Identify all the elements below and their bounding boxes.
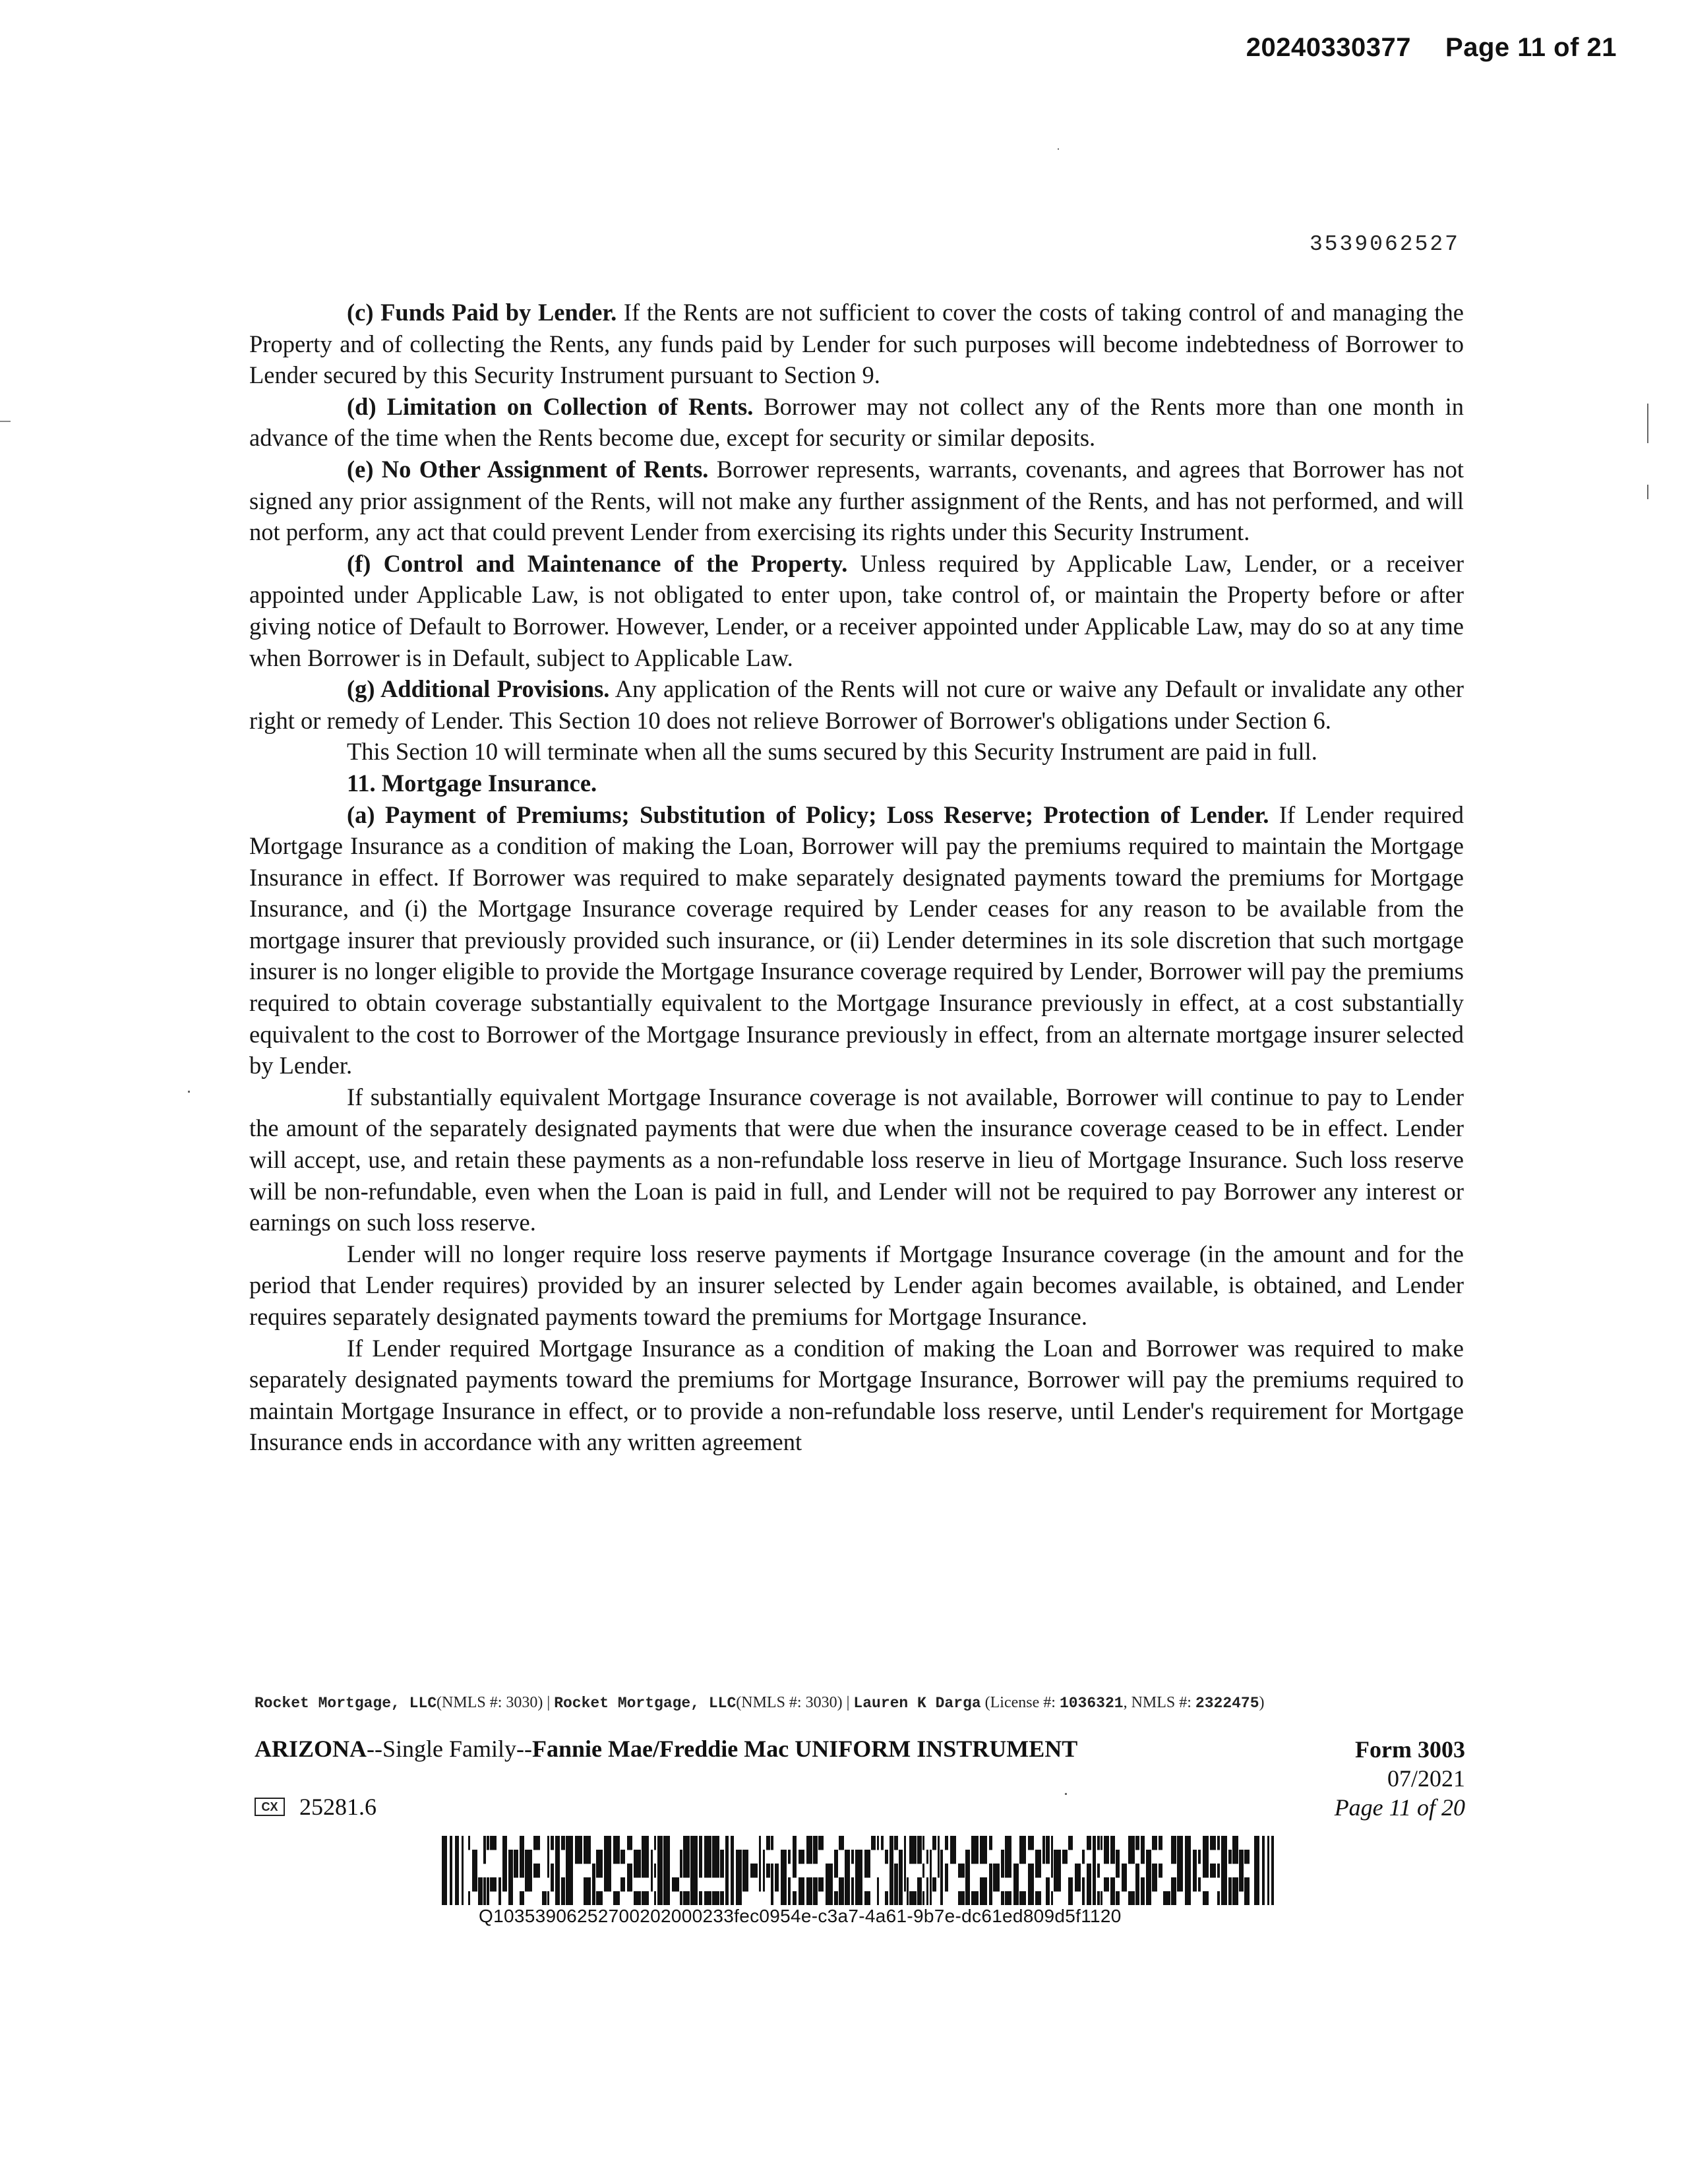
credit-separator: | (543, 1694, 555, 1711)
form-info (1335, 1735, 1465, 1822)
paragraph-text: Unless required by Applicable Law, Lender, or a receiver appointed under Applicable Law, is not obligated to enter upon, take control of, or maintain the Property before or after giving notice of Default to Borrower. However, Lender, or a receiver appointed under Applicable Law, may do so at any time when Borrower is in Default, subject to Applicable Law. (249, 549, 1464, 671)
paragraph-text: If the Rents are not sufficient to cover the costs of taking control of and managing the Property and of collecting the Rents, any funds paid by Lender for such purposes will become indebtedness of Borrower to Lender secured by this Security Instrument pursuant to Section 9. (249, 299, 1464, 389)
recording-page-label: Page 11 of 21 (1445, 33, 1617, 62)
paragraph-text: Borrower represents, warrants, covenants, and agrees that Borrower has not signed any prior assignment of the Rents, will not make any further assignment of the Rents, and has not performed, and will not perform, any act that could prevent Lender from exercising its rights under this Security Instrument. (249, 455, 1464, 546)
paragraph-additional-provisions (249, 673, 1464, 736)
paragraph-control-maintenance (249, 548, 1464, 673)
document-code-number: 25281.6 (299, 1794, 377, 1820)
section-heading: 11. Mortgage Insurance. (347, 769, 597, 797)
loan-originator-name: Lauren K Darga (853, 1695, 981, 1712)
paragraph-premiums-required (249, 1333, 1464, 1458)
loan-number: 3539062527 (1309, 232, 1460, 257)
paragraph-text: Borrower may not collect any of the Rents more than one month in advance of the time when the Rents become due, except for security or similar deposits. (249, 392, 1464, 452)
paragraph-loss-reserve (249, 1238, 1464, 1333)
lender-nmls: (NMLS #: 3030) (437, 1694, 543, 1711)
instrument-title (255, 1735, 1077, 1763)
paragraph-text: Any application of the Rents will not cure or waive any Default or invalidate any other right or remedy of Lender. This Section 10 does not relieve Borrower of Borrower's obligations under Section 6. (249, 675, 1464, 734)
lender-name: Rocket Mortgage, LLC (554, 1695, 737, 1712)
paragraph-funds-paid (249, 297, 1464, 391)
paragraph-lead: (f) Control and Maintenance of the Property. (347, 549, 848, 577)
section-heading-mortgage-insurance (249, 768, 1464, 799)
paragraph-equivalent-coverage (249, 1081, 1464, 1238)
scan-mark (1065, 1793, 1067, 1795)
nmls-label: , NMLS #: (1123, 1694, 1195, 1711)
lender-credits (255, 1693, 1468, 1713)
paragraph-lead: (c) Funds Paid by Lender. (347, 299, 617, 326)
lender-nmls: (NMLS #: 3030) (736, 1694, 843, 1711)
document-code (255, 1793, 377, 1821)
paragraph-lead: (d) Limitation on Collection of Rents. (347, 392, 754, 420)
license-number: 1036321 (1059, 1695, 1124, 1712)
barcode-image (442, 1836, 1274, 1905)
credit-separator: | (842, 1694, 854, 1711)
originator-nmls: 2322475 (1195, 1695, 1259, 1712)
recording-header (1246, 33, 1617, 63)
paragraph-text: Lender will no longer require loss reserve payments if Mortgage Insurance coverage (in the amount and for the period that Lender requires) provided by an insurer selected by Lender again becomes available, is obtained, and Lender requires separately designated payments toward the premiums for Mortgage Insurance. (249, 1240, 1464, 1330)
paragraph-lead: (e) No Other Assignment of Rents. (347, 455, 709, 483)
form-number: Form 3003 (1355, 1736, 1465, 1763)
instrument-name: Fannie Mae/Freddie Mac UNIFORM INSTRUMENT (531, 1736, 1078, 1762)
paragraph-lead: (a) Payment of Premiums; Substitution of Policy; Loss Reserve; Protection of Lender. (347, 801, 1269, 828)
recording-number: 20240330377 (1246, 33, 1412, 62)
scan-mark (0, 421, 11, 422)
paragraph-lead: (g) Additional Provisions. (347, 675, 610, 703)
scan-mark (1647, 485, 1648, 499)
barcode-text: Q10353906252700202000233fec0954e-c3a7-4a61-9b7e-dc61ed809d5f1120 (479, 1906, 1122, 1926)
form-date: 07/2021 (1387, 1765, 1465, 1792)
paragraph-text: If Lender required Mortgage Insurance as a condition of making the Loan and Borrower was required to make separately designated payments toward the premiums for Mortgage Insurance, Borrower will pay the premiums required to maintain Mortgage Insurance in effect, or to provide a non-refundable loss reserve, until Lender's requirement for Mortgage Insurance ends in accordance with any written agreement (249, 1334, 1464, 1456)
cx-logo-icon: CX (255, 1798, 285, 1816)
instrument-type: --Single Family-- (367, 1736, 532, 1762)
scan-mark (1647, 404, 1648, 443)
paragraph-limitation (249, 391, 1464, 454)
scan-mark (188, 1091, 190, 1093)
paragraph-text: If substantially equivalent Mortgage Insurance coverage is not available, Borrower will continue to pay to Lender the amount of the separately designated payments that were due when the insurance coverage ceased to be in effect. Lender will accept, use, and retain these payments as a non-refundable loss reserve in lieu of Mortgage Insurance. Such loss reserve will be non-refundable, even when the Loan is paid in full, and Lender will not be required to pay Borrower any interest or earnings on such loss reserve. (249, 1083, 1464, 1236)
document-body (249, 297, 1464, 1458)
license-close: ) (1259, 1694, 1265, 1711)
paragraph-payment-of-premiums (249, 799, 1464, 1081)
paragraph-text: If Lender required Mortgage Insurance as a condition of making the Loan, Borrower will pay the premiums required to maintain the Mortgage Insurance in effect. If Borrower was required to make separately designated payments toward the premiums for Mortgage Insurance, and (i) the Mortgage Insurance coverage required by Lender ceases for any reason to be available from the mortgage insurer that previously provided such insurance, or (ii) Lender determines in its sole discretion that such mortgage insurer is no longer eligible to provide the Mortgage Insurance coverage required by Lender, Borrower will pay the premiums required to obtain coverage substantially equivalent to the Mortgage Insurance previously in effect, at a cost substantially equivalent to the cost to Borrower of the Mortgage Insurance previously in effect, from an alternate mortgage insurer selected by Lender. (249, 801, 1464, 1079)
lender-name: Rocket Mortgage, LLC (255, 1695, 437, 1712)
paragraph-section-10-termination (249, 736, 1464, 768)
paragraph-no-other-assignment (249, 454, 1464, 548)
instrument-state: ARIZONA (255, 1736, 367, 1762)
license-label: (License #: (980, 1694, 1060, 1711)
paragraph-text: This Section 10 will terminate when all the sums secured by this Security Instrument are paid in full. (347, 738, 1317, 766)
scan-mark (1058, 148, 1059, 150)
form-page-number: Page 11 of 20 (1334, 1794, 1465, 1821)
